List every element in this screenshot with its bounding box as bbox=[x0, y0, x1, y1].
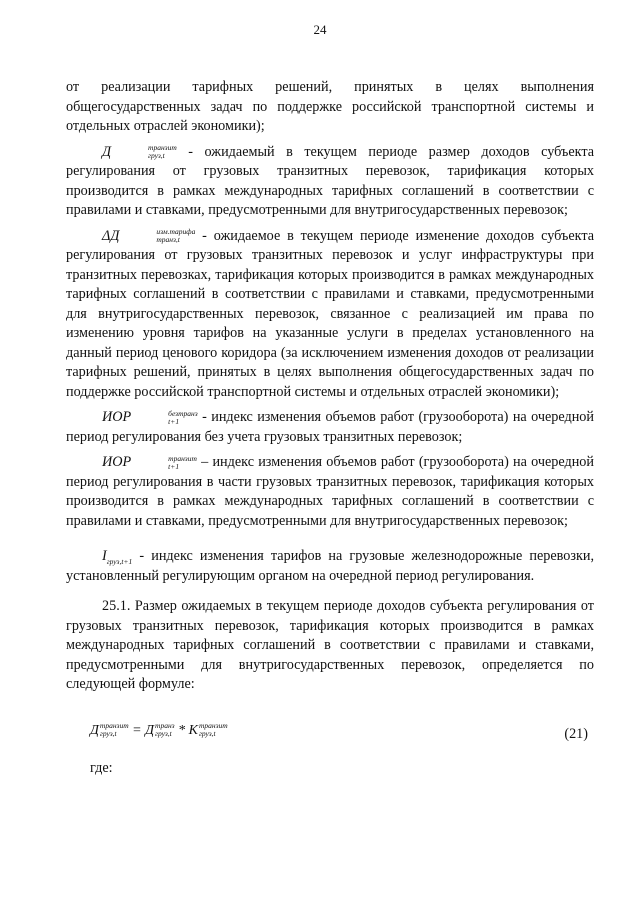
paragraph-5: ИОР транзит t+1 – индекс изменения объемов работ (грузооборота) на очередной период регулирования в части грузовых транзитных перевозок, тарификация которых производится в рамках международных тарифных соглашений в соответствии с правилами и ставками, предусмотренными для внутригосударственных перевозок; bbox=[66, 453, 594, 529]
paragraph-7: 25.1. Размер ожидаемых в текущем периоде доходов субъекта регулирования от грузовых транзитных перевозок, тарификация которых производится в рамках международных тарифных соглашений в соответствии с правилами и ставками, предусмотренными для внутригосударственных перевозок, определяется по следующей формуле: bbox=[66, 598, 594, 692]
paragraph-4: ИОР безтранз t+1 - индекс изменения объемов работ (грузооборота) на очередной период регулирования без учета грузовых транзитных перевозок; bbox=[66, 408, 594, 445]
formula-row bbox=[66, 721, 594, 751]
symbol-tariff-index: $I_{груз,t+1}$ bbox=[102, 548, 133, 566]
paragraph-1: от реализации тарифных решений, принятых в целях выполнения общегосударственных задач по поддержке российской транспортной системы и отдельных отраслей экономики); bbox=[66, 79, 594, 134]
symbol-volume-index-non-transit: ИОР безтранз t+1 bbox=[102, 408, 198, 426]
formula-21: Д транзит груз,t = Д транз груз,t * K транзит груз,t bbox=[90, 721, 228, 739]
paragraph-2: Д транзит груз,t - ожидаемый в текущем периоде размер доходов субъекта регулирования от грузовых транзитных перевозок, тарификация которых производится в рамках международных тарифных соглашений в соответствии с правилами и ставками, предусмотренными для внутригосударственных перевозок; bbox=[66, 143, 594, 218]
page-number: 24 bbox=[313, 22, 327, 37]
document-body bbox=[66, 78, 594, 778]
symbol-income-transit: Д транзит груз,t bbox=[102, 143, 177, 161]
formula-number: (21) bbox=[564, 725, 588, 742]
symbol-income-change: ΔД изм.тарифа транз,t bbox=[102, 227, 196, 245]
paragraph-6: $I_{груз,t+1}$ - индекс изменения тарифов на грузовые железнодорожные перевозки, установленный регулирующим органом на очередной период регулирования. bbox=[66, 548, 594, 584]
paragraph-3: ΔД изм.тарифа транз,t - ожидаемое в текущем периоде изменение доходов субъекта регулирования от грузовых транзитных перевозок и услуг инфраструктуры при транзитных перевозках, тарификация которых производится в рамках международных тарифных соглашений в соответствии с правилами и ставками, предусмотренными для внутригосударственных перевозок, связанное с реализацией им права по изменению уровня тарифов на указанные услуги в пределах установленного на данный период ценового коридора (за исключением изменения доходов от реализации тарифных решений, принятых в целях выполнения общегосударственных задач по поддержке российской транспортной системы и отдельных отраслей экономики); bbox=[66, 227, 594, 400]
where-label: где: bbox=[90, 759, 113, 776]
symbol-volume-index-transit: ИОР транзит t+1 bbox=[102, 453, 197, 471]
